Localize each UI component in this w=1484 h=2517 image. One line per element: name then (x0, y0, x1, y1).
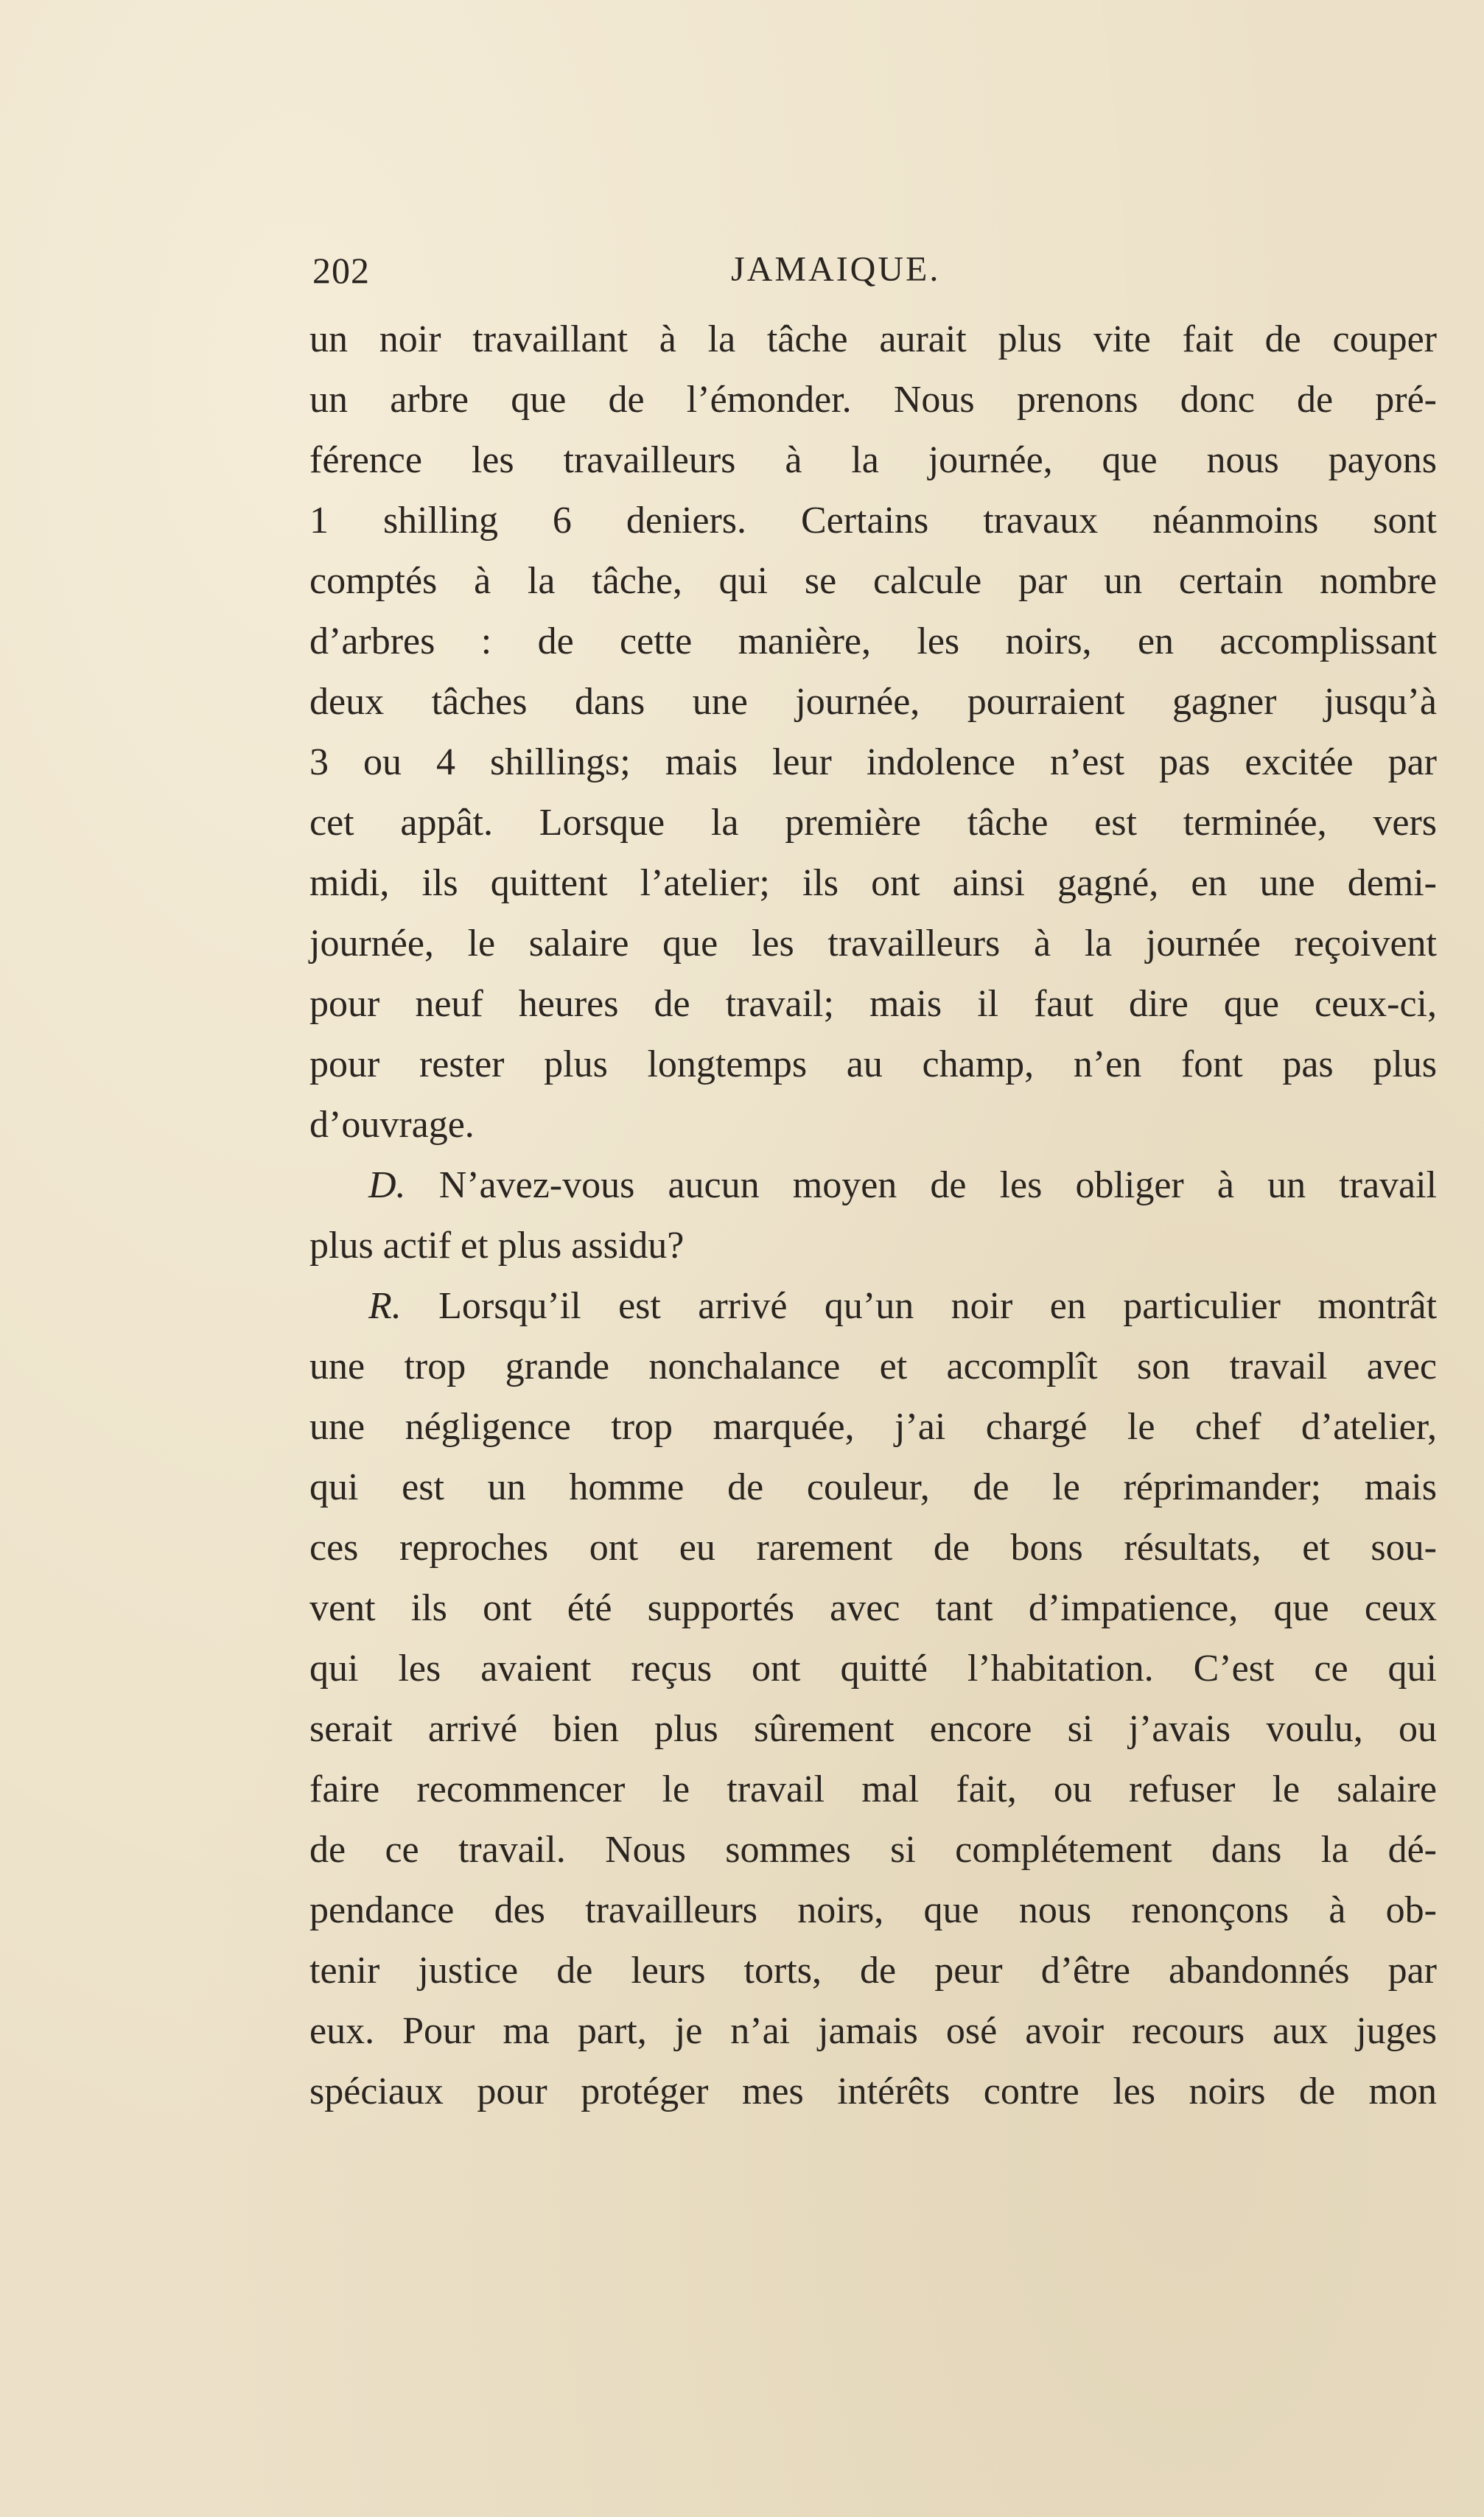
question-line (309, 1155, 1437, 1216)
text-line: férence les travailleurs à la journée, que nous payons (309, 439, 1437, 481)
text-line: cet appât. Lorsque la première tâche est terminée, vers (309, 802, 1437, 844)
text-line: 3 ou 4 shillings; mais leur indolence n’est pas excitée par (309, 741, 1437, 783)
answer-line: pendance des travailleurs noirs, que nous renonçons à ob- (309, 1889, 1437, 1931)
running-title: JAMAIQUE. (731, 250, 941, 289)
text-line: pour rester plus longtemps au champ, n’en font pas plus (309, 1043, 1437, 1085)
text-line: d’ouvrage. (309, 1104, 475, 1146)
answer-line: qui est un homme de couleur, de le réprimander; mais (309, 1466, 1437, 1508)
answer-line (309, 1276, 1437, 1337)
answer-speaker: R. (368, 1285, 402, 1327)
text-line: 1 shilling 6 deniers. Certains travaux néanmoins sont (309, 500, 1437, 542)
question-text: N’avez-vous aucun moyen de les obliger à un travail (438, 1164, 1438, 1206)
answer-line: de ce travail. Nous sommes si complétement dans la dé- (309, 1829, 1437, 1871)
answer-line: qui les avaient reçus ont quitté l’habitation. C’est ce qui (309, 1648, 1437, 1690)
text-line: journée, le salaire que les travailleurs à la journée reçoivent (309, 923, 1437, 965)
text-line: d’arbres : de cette manière, les noirs, en accomplissant (309, 620, 1437, 662)
page-header (312, 249, 1418, 308)
body-text (309, 309, 1437, 2122)
text-line: un arbre que de l’émonder. Nous prenons donc de pré- (309, 379, 1437, 421)
question-speaker: D. (368, 1164, 406, 1206)
text-line: deux tâches dans une journée, pourraient gagner jusqu’à (309, 681, 1437, 723)
question-line: plus actif et plus assidu? (309, 1225, 685, 1267)
text-line: un noir travaillant à la tâche aurait plus vite fait de couper (309, 318, 1437, 360)
answer-line: serait arrivé bien plus sûrement encore si j’avais voulu, ou (309, 1708, 1437, 1750)
page-number: 202 (312, 250, 370, 291)
answer-line: vent ils ont été supportés avec tant d’impatience, que ceux (309, 1587, 1437, 1629)
answer-line: ces reproches ont eu rarement de bons résultats, et sou- (309, 1527, 1437, 1569)
answer-line: spéciaux pour protéger mes intérêts contre les noirs de mon (309, 2070, 1437, 2112)
text-line: pour neuf heures de travail; mais il faut dire que ceux-ci, (309, 983, 1437, 1025)
answer-line: une trop grande nonchalance et accomplît son travail avec (309, 1345, 1437, 1387)
answer-text: Lorsqu’il est arrivé qu’un noir en particulier montrât (438, 1285, 1438, 1327)
answer-line: tenir justice de leurs torts, de peur d’être abandonnés par (309, 1950, 1437, 1992)
answer-line: faire recommencer le travail mal fait, ou refuser le salaire (309, 1768, 1437, 1810)
answer-line: une négligence trop marquée, j’ai chargé le chef d’atelier, (309, 1406, 1437, 1448)
answer-line: eux. Pour ma part, je n’ai jamais osé avoir recours aux juges (309, 2010, 1437, 2052)
text-line: comptés à la tâche, qui se calcule par un certain nombre (309, 560, 1437, 602)
text-line: midi, ils quittent l’atelier; ils ont ainsi gagné, en une demi- (309, 862, 1437, 904)
